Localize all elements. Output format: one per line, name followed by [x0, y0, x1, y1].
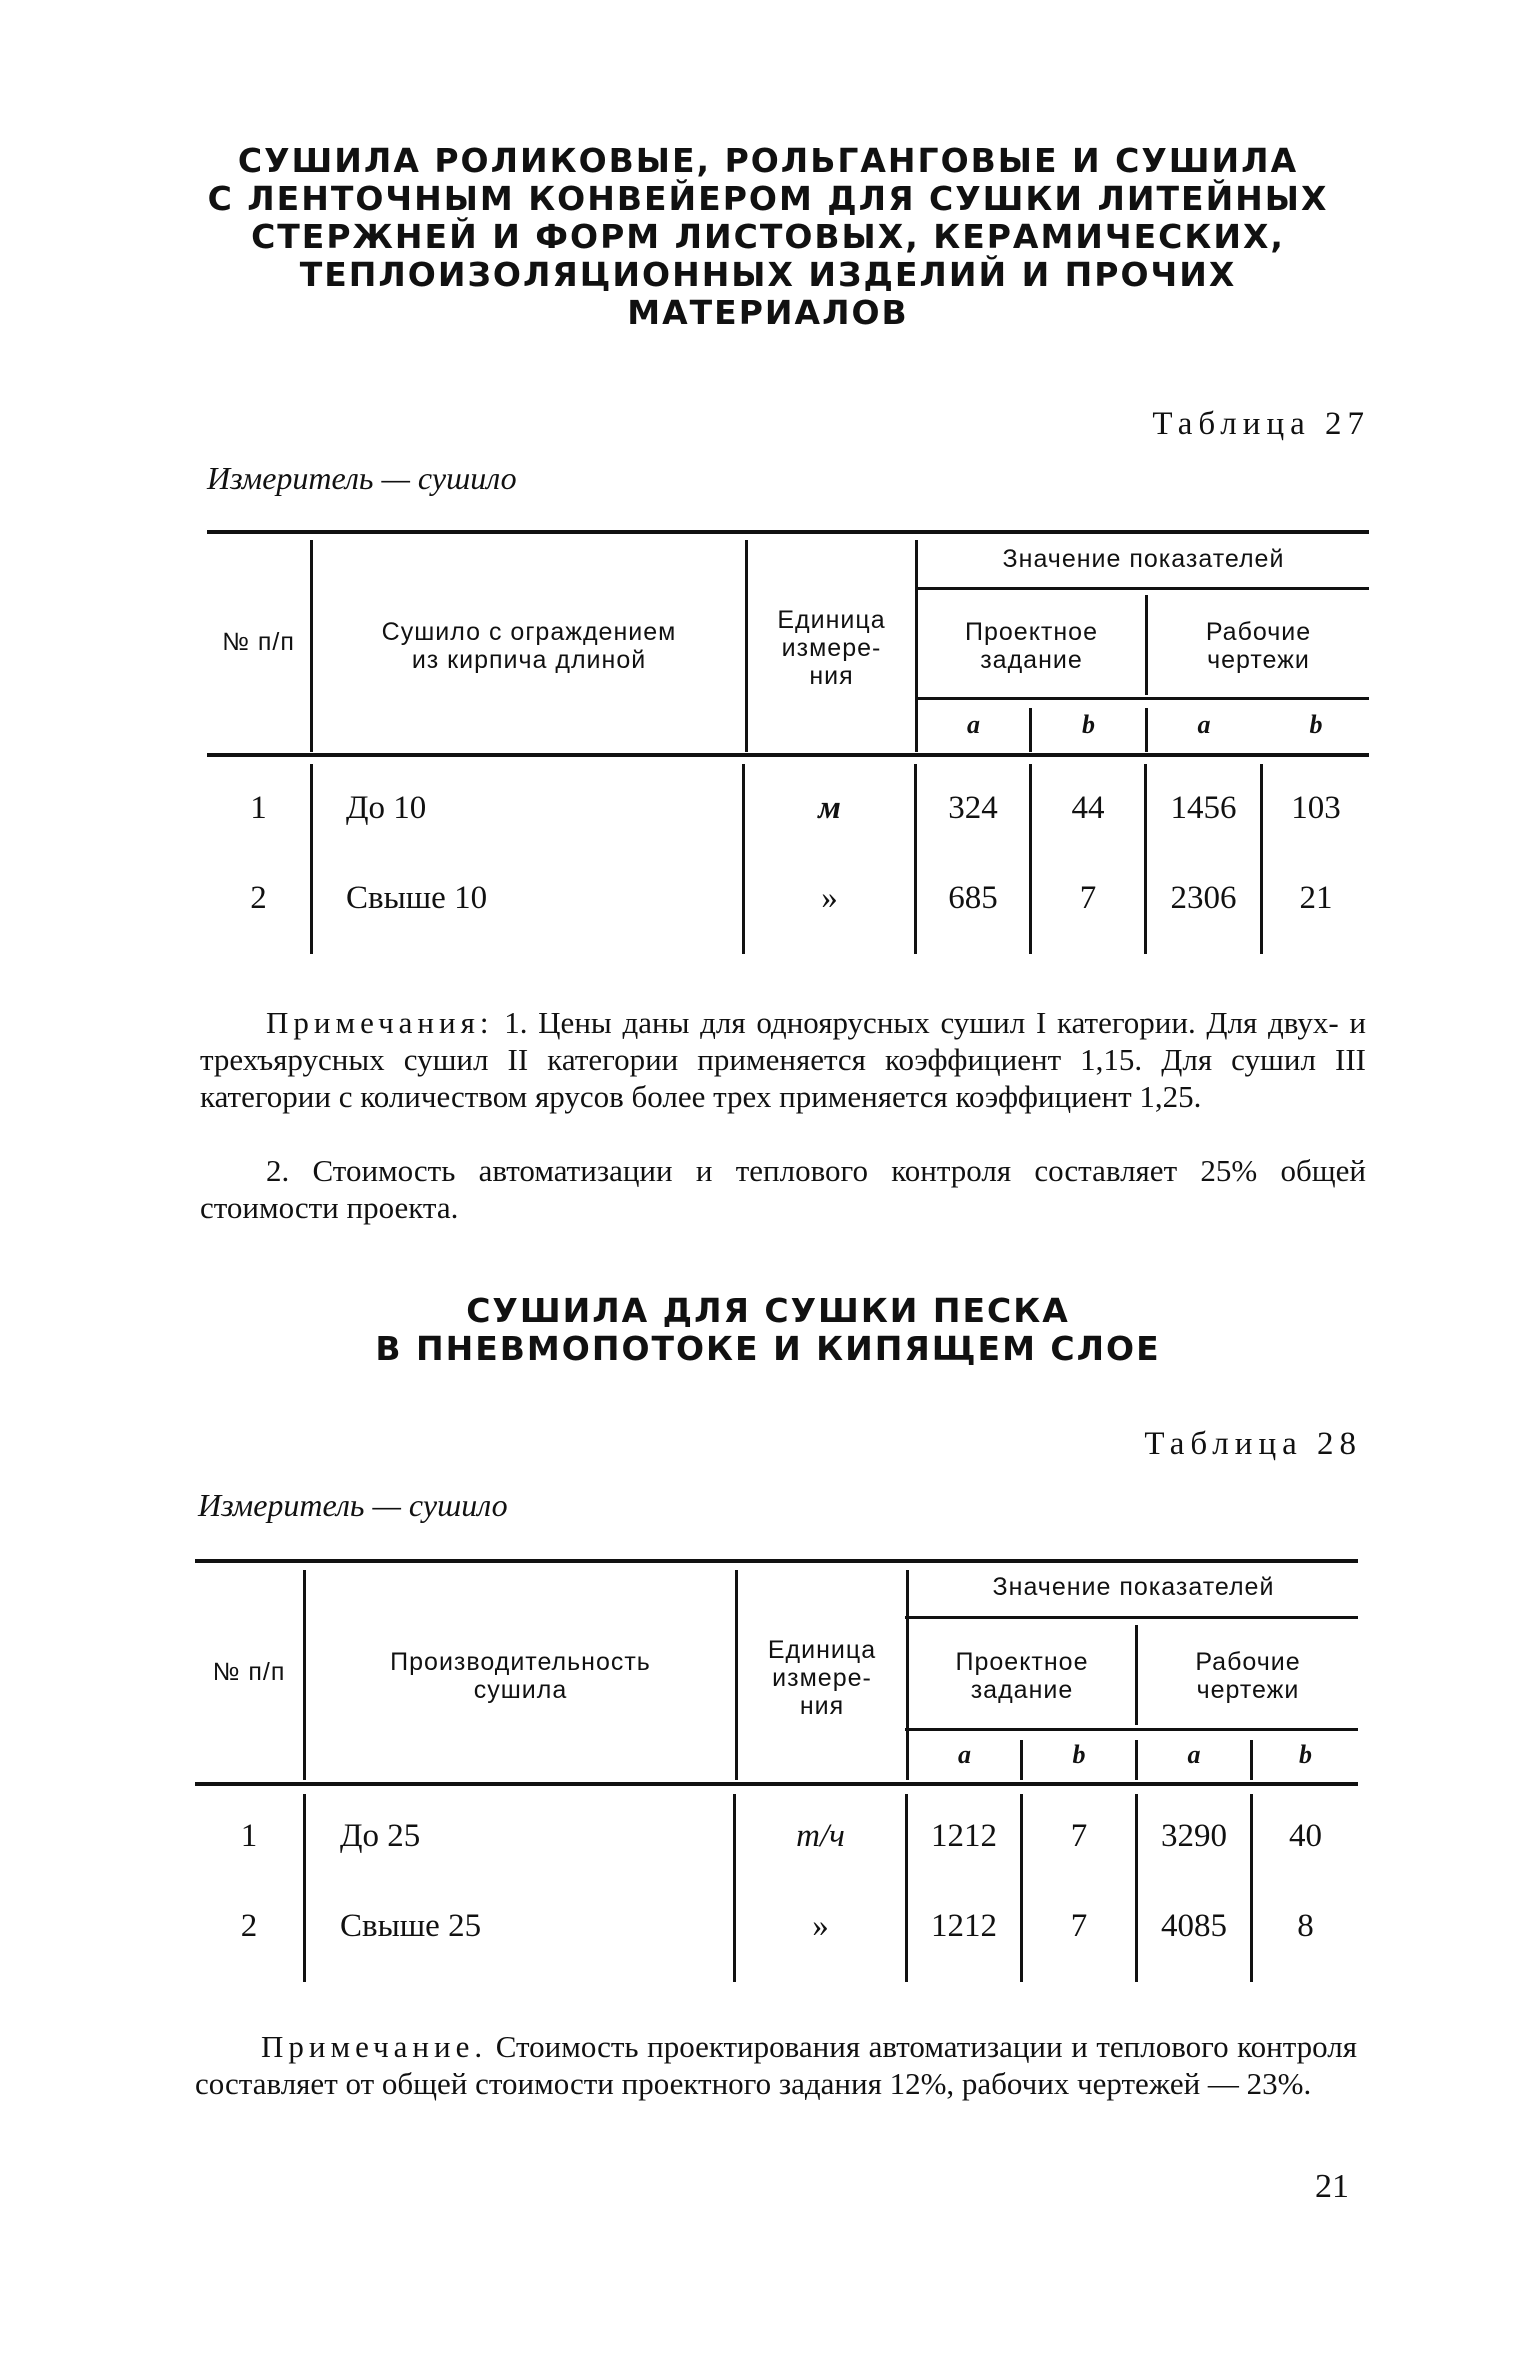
- cell-name: До 10: [346, 790, 427, 826]
- header-text: Рабочие: [1195, 1648, 1301, 1676]
- measure-label: Измеритель — сушило: [198, 1487, 508, 1523]
- header-text: Проектное: [965, 618, 1098, 646]
- header-text: измере-: [781, 634, 882, 662]
- section1-title: [0, 142, 1536, 332]
- note-2: 2. Стоимость автоматизации и теплового контроля составляет 25% общей стоимости проекта.: [200, 1153, 1366, 1225]
- header-num: № п/п: [222, 628, 295, 656]
- header-text: Единица: [767, 1636, 877, 1664]
- divider: [310, 764, 313, 954]
- cell-unit: м: [818, 790, 841, 826]
- header-a: a: [967, 710, 980, 739]
- divider: [207, 753, 1369, 757]
- cell-value: 2306: [1170, 880, 1237, 916]
- divider: [195, 1559, 1358, 1563]
- header-text: Производительность: [390, 1648, 651, 1676]
- cell-value: 103: [1291, 790, 1341, 826]
- header-project: [918, 618, 1145, 674]
- cell-name: Свыше 10: [346, 880, 488, 916]
- header-b: b: [1072, 1740, 1086, 1769]
- header-text: чертежи: [1196, 1676, 1300, 1704]
- header-values: Значение показателей: [992, 1573, 1275, 1601]
- notes-label: Примечания:: [266, 1005, 494, 1040]
- header-text: ния: [809, 662, 854, 690]
- header-a: a: [958, 1740, 971, 1769]
- cell-unit: т/ч: [796, 1818, 845, 1854]
- cell-num: 1: [240, 1818, 258, 1854]
- header-text: задание: [980, 646, 1083, 674]
- header-name: [313, 618, 745, 674]
- header-text: Проектное: [955, 1648, 1089, 1676]
- header-text: задание: [970, 1676, 1074, 1704]
- title-line: СТЕРЖНЕЙ И ФОРМ ЛИСТОВЫХ, КЕРАМИЧЕСКИХ,: [251, 217, 1285, 256]
- cell-value: 7: [1070, 1818, 1088, 1854]
- cell-value: 1456: [1170, 790, 1237, 826]
- cell-name: Свыше 25: [340, 1908, 482, 1944]
- header-unit: [738, 1636, 906, 1720]
- header-a: a: [1187, 1740, 1201, 1769]
- cell-num: 2: [250, 880, 267, 916]
- divider: [905, 1728, 1358, 1731]
- header-text: Единица: [777, 606, 886, 634]
- cell-value: 8: [1297, 1908, 1314, 1944]
- header-text: ния: [799, 1692, 845, 1720]
- cell-value: 685: [948, 880, 998, 916]
- cell-value: 1212: [931, 1818, 997, 1854]
- header-text: измере-: [772, 1664, 872, 1692]
- table-28-label: Таблица 28: [1144, 1426, 1362, 1462]
- cell-unit: »: [812, 1908, 829, 1944]
- title-line: СУШИЛА РОЛИКОВЫЕ, РОЛЬГАНГОВЫЕ И СУШИЛА: [237, 141, 1299, 180]
- cell-value: 3290: [1161, 1818, 1227, 1854]
- header-unit: [748, 606, 915, 690]
- cell-value: 21: [1299, 880, 1333, 916]
- note-1: [200, 1004, 1366, 1115]
- header-working: [1148, 618, 1369, 674]
- cell-name: До 25: [340, 1818, 421, 1854]
- note-label: Примечание.: [261, 2029, 488, 2064]
- header-a: a: [1197, 710, 1211, 739]
- header-name: [306, 1648, 735, 1704]
- header-working: [1138, 1648, 1358, 1704]
- page-number: 21: [1315, 2168, 1349, 2205]
- header-text: из кирпича длиной: [411, 646, 647, 674]
- divider: [303, 1794, 306, 1982]
- header-b: b: [1299, 1740, 1312, 1769]
- divider: [915, 587, 1369, 590]
- header-b: b: [1082, 710, 1095, 739]
- cell-value: 7: [1079, 880, 1097, 916]
- note-text: Стоимость проектирования автоматизации и теплового контроля составляет от общей стоимости проектного задания 12%, рабочих чертежей — 23%.: [195, 2029, 1358, 2101]
- header-project: [909, 1648, 1135, 1704]
- measure-label: Измеритель — сушило: [207, 460, 517, 496]
- cell-value: 4085: [1161, 1908, 1227, 1944]
- header-text: сушила: [473, 1676, 568, 1704]
- header-text: Сушило с ограждением: [381, 618, 677, 646]
- title-line: СУШИЛА ДЛЯ СУШКИ ПЕСКА: [466, 1291, 1070, 1330]
- divider: [195, 1782, 1358, 1786]
- section2-title: [0, 1292, 1536, 1368]
- header-values: Значение показателей: [1002, 545, 1285, 573]
- divider: [207, 530, 1369, 534]
- header-text: чертежи: [1207, 646, 1310, 674]
- divider: [915, 697, 1369, 700]
- note-text: 1. Цены даны для одноярусных сушил I категории. Для двух- и трехъярусных сушил II категории применяется коэффициент 1,15. Для сушил III категории с количеством ярусов более трех применяется коэффициент 1,25.: [200, 1005, 1366, 1114]
- cell-value: 44: [1071, 790, 1105, 826]
- title-line: ТЕПЛОИЗОЛЯЦИОННЫХ ИЗДЕЛИЙ И ПРОЧИХ: [299, 255, 1237, 294]
- header-text: Рабочие: [1205, 618, 1312, 646]
- header-b: b: [1309, 710, 1323, 739]
- cell-num: 1: [250, 790, 267, 826]
- title-line: С ЛЕНТОЧНЫМ КОНВЕЙЕРОМ ДЛЯ СУШКИ ЛИТЕЙНЫХ: [207, 179, 1329, 218]
- title-line: В ПНЕВМОПОТОКЕ И КИПЯЩЕМ СЛОЕ: [375, 1329, 1161, 1368]
- cell-value: 40: [1289, 1818, 1322, 1854]
- cell-value: 1212: [931, 1908, 997, 1944]
- cell-value: 324: [948, 790, 998, 826]
- table-27-label: Таблица 27: [1152, 406, 1370, 442]
- cell-value: 7: [1070, 1908, 1088, 1944]
- note: [195, 2028, 1357, 2102]
- divider: [905, 1616, 1358, 1619]
- header-num: № п/п: [212, 1658, 286, 1686]
- title-line: МАТЕРИАЛОВ: [627, 293, 909, 332]
- cell-num: 2: [240, 1908, 258, 1944]
- cell-unit: »: [821, 880, 838, 916]
